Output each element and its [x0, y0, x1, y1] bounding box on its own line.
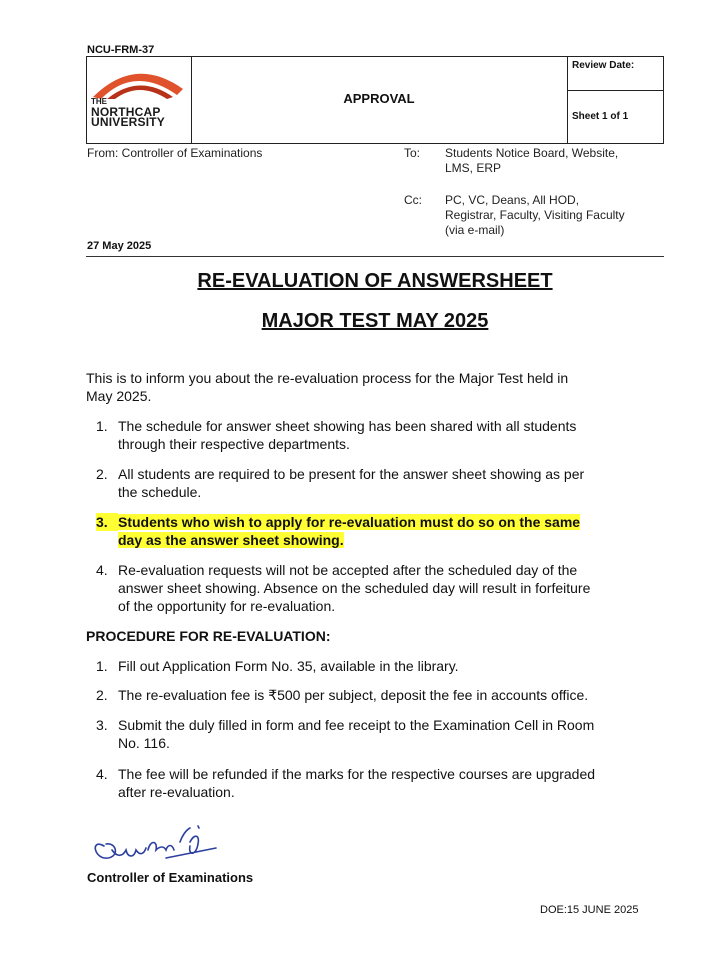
list-item-number: 2.: [96, 466, 108, 482]
highlighted-text: Students who wish to apply for re-evaluation must do so on the same: [118, 514, 581, 530]
list-item-number: 4.: [96, 562, 108, 578]
divider: [86, 256, 664, 257]
list-item-number: 1.: [96, 418, 108, 434]
form-code: NCU-FRM-37: [87, 44, 155, 56]
intro-line-1: This is to inform you about the re-evaluation process for the Major Test held in: [86, 370, 569, 386]
list-item-line: of the opportunity for re-evaluation.: [118, 598, 336, 614]
doe-label: DOE:15 JUNE 2025: [540, 904, 639, 916]
cc-line-1: PC, VC, Deans, All HOD,: [445, 193, 580, 207]
header-table: [86, 56, 664, 144]
approval-label: APPROVAL: [343, 91, 415, 106]
cc-line-2: Registrar, Faculty, Visiting Faculty: [445, 208, 625, 222]
list-item: [96, 561, 652, 615]
to-line-2: LMS, ERP: [445, 161, 502, 175]
step-number: 4.: [96, 766, 108, 782]
step-number: 1.: [96, 658, 108, 674]
list-item-line: through their respective departments.: [118, 436, 350, 452]
sheet-label: Sheet 1 of 1: [572, 111, 629, 122]
signature-image: [86, 816, 236, 866]
procedure-heading: PROCEDURE FOR RE-EVALUATION:: [86, 628, 331, 644]
step-number: 2.: [96, 687, 108, 703]
step-item: [96, 657, 652, 675]
title-line-1: RE-EVALUATION OF ANSWERSHEET: [197, 270, 553, 292]
list-item-line: Re-evaluation requests will not be accepted after the scheduled day of the: [118, 562, 578, 578]
cc-label: Cc:: [404, 193, 422, 207]
list-item-line: answer sheet showing. Absence on the scheduled day will result in forfeiture: [118, 580, 591, 596]
list-item-line: All students are required to be present for the answer sheet showing as per: [118, 466, 585, 482]
step-number: 3.: [96, 717, 108, 733]
intro-line-2: May 2025.: [86, 388, 152, 404]
step-line: after re-evaluation.: [118, 784, 235, 800]
step-line: Fill out Application Form No. 35, available in the library.: [118, 658, 459, 674]
list-item-line: The schedule for answer sheet showing has been shared with all students: [118, 418, 577, 434]
logo-line-the: THE: [91, 97, 107, 106]
step-line: No. 116.: [118, 735, 170, 751]
step-item: [96, 716, 652, 752]
list-item-number: 3.: [96, 513, 118, 531]
list-item-line: the schedule.: [118, 484, 202, 500]
to-line-1: Students Notice Board, Website,: [445, 146, 619, 160]
logo-arc-icon: [87, 59, 191, 99]
from-line: From: Controller of Examinations: [87, 146, 263, 160]
highlighted-text: day as the answer sheet showing.: [118, 532, 344, 548]
list-item-highlighted: [96, 513, 652, 549]
cc-line-3: (via e-mail): [445, 223, 505, 237]
step-line: The fee will be refunded if the marks for the respective courses are upgraded: [118, 766, 596, 782]
step-item: [96, 765, 652, 801]
title-line-2: MAJOR TEST MAY 2025: [261, 310, 489, 332]
step-line: Submit the duly filled in form and fee receipt to the Examination Cell in Room: [118, 717, 595, 733]
to-label: To:: [404, 146, 421, 160]
review-date-label: Review Date:: [567, 57, 663, 91]
issue-date: 27 May 2025: [87, 240, 152, 252]
approval-cell: [191, 57, 568, 143]
logo-line-northcap: NORTHCAP: [91, 105, 161, 119]
list-item: [96, 417, 652, 453]
list-item: [96, 465, 652, 501]
logo-line-university: UNIVERSITY: [91, 115, 166, 129]
signatory-title: Controller of Examinations: [87, 870, 254, 885]
step-line: The re-evaluation fee is ₹500 per subject, deposit the fee in accounts office.: [118, 687, 589, 703]
step-item: [96, 686, 652, 704]
university-logo: [87, 57, 192, 143]
